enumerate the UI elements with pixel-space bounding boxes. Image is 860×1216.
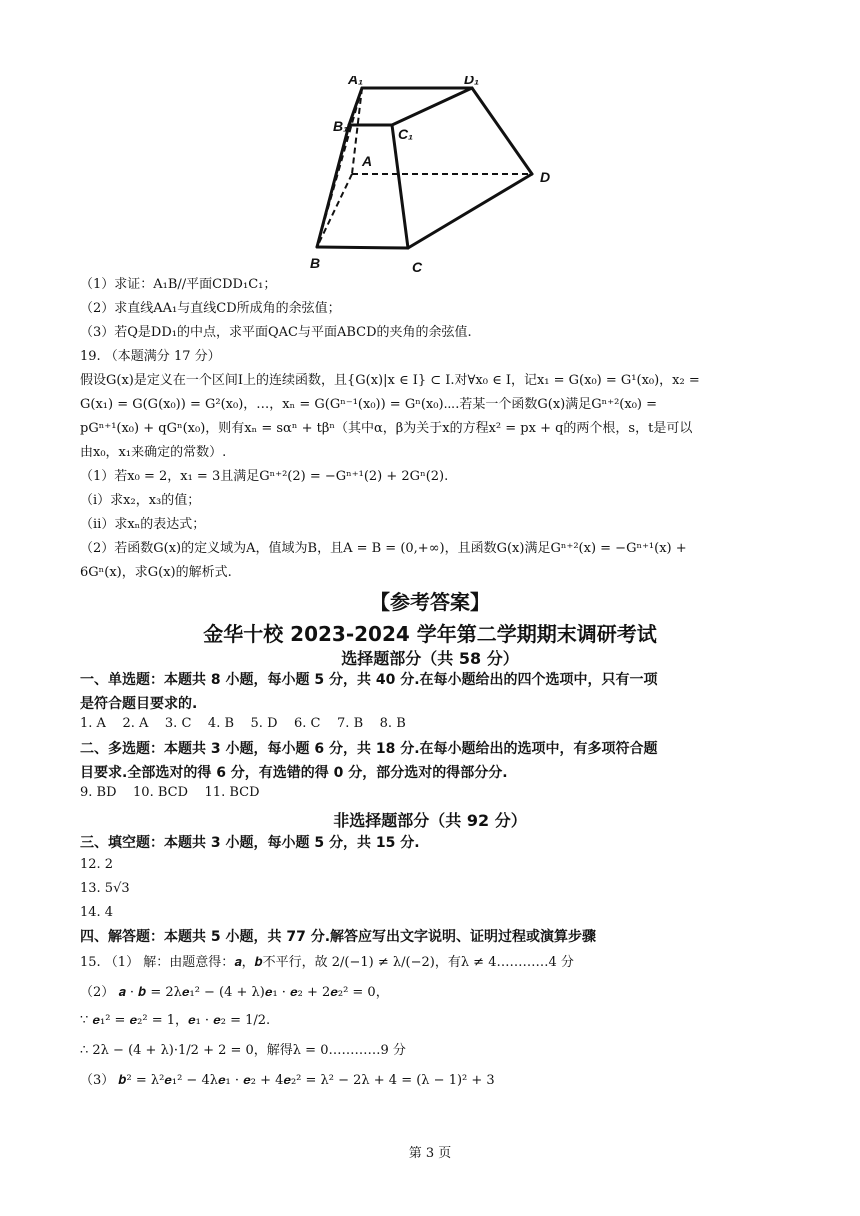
answer-14: 14. 4: [80, 905, 114, 920]
solution-15-part1: 15. （1） 解：由题意得：𝒂，𝒃不平行，故 2/(−1) ≠ λ/(−2)，有λ ≠ 4…………4 分: [80, 955, 574, 970]
sec1-line1: 一、单选题：本题共 8 小题，每小题 5 分，共 40 分.在每小题给出的四个选项中，只有一项: [80, 672, 658, 688]
q18-part1: （1）求证：A₁B//平面CDD₁C₁；: [80, 277, 277, 292]
geometry-figure: [300, 76, 570, 276]
frustum-diagram: [300, 76, 570, 276]
label-c1: C₁: [398, 126, 414, 142]
solution-15-solve: ∴ 2λ − (4 + λ)·1/2 + 2 = 0，解得λ = 0…………9 分: [80, 1043, 406, 1058]
solution-15-given: ∵ 𝒆₁² = 𝒆₂² = 1，𝒆₁ · 𝒆₂ = 1/2.: [80, 1013, 271, 1028]
label-a1: A₁: [348, 76, 364, 87]
q19-line9: 6Gⁿ(x)，求G(x)的解析式.: [80, 565, 232, 580]
q19-line6: （ⅰ）求x₂，x₃的值；: [80, 493, 201, 508]
q18-part3: （3）若Q是DD₁的中点，求平面QAC与平面ABCD的夹角的余弦值.: [80, 325, 472, 340]
part2-title: 非选择题部分（共 92 分）: [333, 811, 527, 830]
solution-15-part3: （3） 𝒃² = λ²𝒆₁² − 4λ𝒆₁ · 𝒆₂ + 4𝒆₂² = λ² − 2λ + 4 = (λ − 1)² + 3: [80, 1073, 495, 1088]
label-c: C: [412, 259, 423, 275]
sec2-line2: 目要求.全部选对的得 6 分，有选错的得 0 分，部分选对的得部分分.: [80, 765, 508, 781]
sec1-line2: 是符合题目要求的.: [80, 696, 198, 712]
solution-15-part2: （2） 𝒂 · 𝒃 = 2λ𝒆₁² − (4 + λ)𝒆₁ · 𝒆₂ + 2𝒆₂² = 0，: [80, 985, 389, 1000]
q19-line4: 由x₀，x₁来确定的常数）.: [80, 445, 227, 460]
q19-line5: （1）若x₀ = 2，x₁ = 3且满足Gⁿ⁺²(2) = −Gⁿ⁺¹(2) + 2Gⁿ(2).: [80, 469, 449, 484]
answer-12: 12. 2: [80, 857, 114, 872]
label-d1: D₁: [464, 76, 480, 87]
q18-part2: （2）求直线AA₁与直线CD所成角的余弦值；: [80, 301, 341, 316]
label-b: B: [310, 255, 321, 271]
sec2-answers: 9. BD 10. BCD 11. BCD: [80, 785, 260, 800]
q19-line1: 假设G(x)是定义在一个区间I上的连续函数，且{G(x)|x ∈ I} ⊂ I.对∀x₀ ∈ I，记x₁ = G(x₀) = G¹(x₀)，x₂ =: [80, 373, 700, 388]
q19-line8: （2）若函数G(x)的定义域为A，值域为B，且A = B = (0,+∞)，且函数G(x)满足Gⁿ⁺²(x) = −Gⁿ⁺¹(x) +: [80, 541, 687, 556]
q19-line3: pGⁿ⁺¹(x₀) + qGⁿ(x₀)，则有xₙ = sαⁿ + tβⁿ（其中α，β为关于x的方程x² = px + q的两个根，s，t是可以: [80, 421, 693, 436]
label-b1: B₁: [333, 118, 349, 134]
sec2-line1: 二、多选题：本题共 3 小题，每小题 6 分，共 18 分.在每小题给出的选项中，有多项符合题: [80, 741, 658, 757]
sec4-line1: 四、解答题：本题共 5 小题，共 77 分.解答应写出文字说明、证明过程或演算步骤: [80, 929, 597, 945]
answer-13: 13. 5√3: [80, 881, 130, 896]
q19-line7: （ⅱ）求xₙ的表达式；: [80, 517, 206, 532]
part1-title: 选择题部分（共 58 分）: [341, 649, 519, 668]
label-d: D: [540, 169, 551, 185]
answer-heading: 【参考答案】: [370, 590, 490, 614]
q19-line2: G(x₁) = G(G(x₀)) = G²(x₀)，…，xₙ = G(Gⁿ⁻¹(x₀)) = Gⁿ(x₀)⋯.若某一个函数G(x)满足Gⁿ⁺²(x₀) =: [80, 397, 658, 412]
page-number: 第 3 页: [408, 1146, 452, 1161]
label-a: A: [362, 153, 373, 169]
sec1-answers: 1. A 2. A 3. C 4. B 5. D 6. C 7. B 8. B: [80, 716, 406, 731]
sec3-line1: 三、填空题：本题共 3 小题，每小题 5 分，共 15 分.: [80, 835, 420, 851]
q19-heading: 19. （本题满分 17 分）: [80, 349, 221, 364]
exam-title: 金华十校 2023-2024 学年第二学期期末调研考试: [203, 622, 657, 646]
